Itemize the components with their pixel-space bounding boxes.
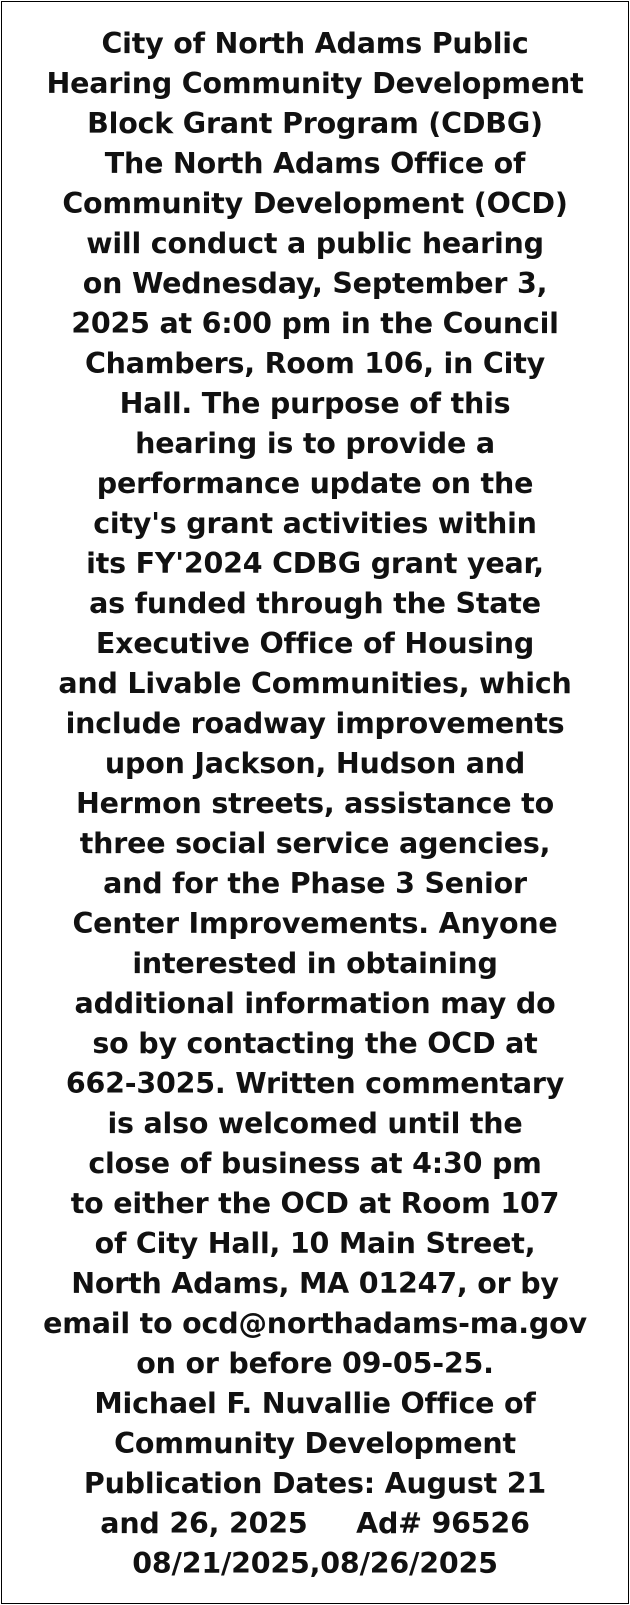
notice-line: will conduct a public hearing — [86, 227, 544, 260]
notice-line: 662-3025. Written commentary — [65, 1067, 565, 1100]
notice-line: 08/21/2025,08/26/2025 — [132, 1547, 498, 1580]
notice-line: and 26, 2025 Ad# 96526 — [100, 1507, 530, 1540]
notice-line: is also welcomed until the — [107, 1107, 523, 1140]
notice-line: performance update on the — [96, 467, 534, 500]
notice-line: upon Jackson, Hudson and — [104, 747, 526, 780]
notice-line: Hermon streets, assistance to — [76, 787, 554, 820]
ad-frame — [1, 1, 629, 1604]
notice-line: its FY'2024 CDBG grant year, — [86, 547, 544, 580]
notice-line: as funded through the State — [89, 587, 541, 620]
notice-line: include roadway improvements — [65, 707, 565, 740]
notice-line: email to ocd@northadams-ma.gov — [43, 1307, 587, 1340]
notice-line: on Wednesday, September 3, — [82, 267, 548, 300]
notice-line: on or before 09-05-25. — [136, 1347, 494, 1380]
notice-line: The North Adams Office of — [104, 147, 526, 180]
notice-line: City of North Adams Public — [101, 27, 529, 60]
notice-line: hearing is to provide a — [135, 427, 495, 460]
notice-line: of City Hall, 10 Main Street, — [94, 1227, 536, 1260]
notice-line: 2025 at 6:00 pm in the Council — [71, 307, 559, 340]
notice-line: additional information may do — [74, 987, 556, 1020]
notice-line: Hearing Community Development — [46, 67, 584, 100]
notice-line: so by contacting the OCD at — [92, 1027, 538, 1060]
notice-line: Block Grant Program (CDBG) — [87, 107, 543, 140]
notice-line: Executive Office of Housing — [95, 627, 535, 660]
notice-line: Publication Dates: August 21 — [83, 1467, 547, 1500]
notice-line: Community Development — [114, 1427, 516, 1460]
notice-line: and Livable Communities, which — [58, 667, 572, 700]
notice-line: and for the Phase 3 Senior — [103, 867, 527, 900]
notice-line: interested in obtaining — [132, 947, 498, 980]
notice-line: three social service agencies, — [79, 827, 551, 860]
notice-body — [8, 24, 622, 1584]
notice-line: Chambers, Room 106, in City — [84, 347, 546, 380]
notice-line: close of business at 4:30 pm — [88, 1147, 542, 1180]
notice-line: Center Improvements. Anyone — [72, 907, 558, 940]
notice-line: Michael F. Nuvallie Office of — [94, 1387, 536, 1420]
notice-line: city's grant activities within — [93, 507, 537, 540]
notice-line: to either the OCD at Room 107 — [70, 1187, 560, 1220]
notice-line: Hall. The purpose of this — [119, 387, 511, 420]
notice-line: North Adams, MA 01247, or by — [71, 1267, 559, 1300]
notice-line: Community Development (OCD) — [62, 187, 568, 220]
